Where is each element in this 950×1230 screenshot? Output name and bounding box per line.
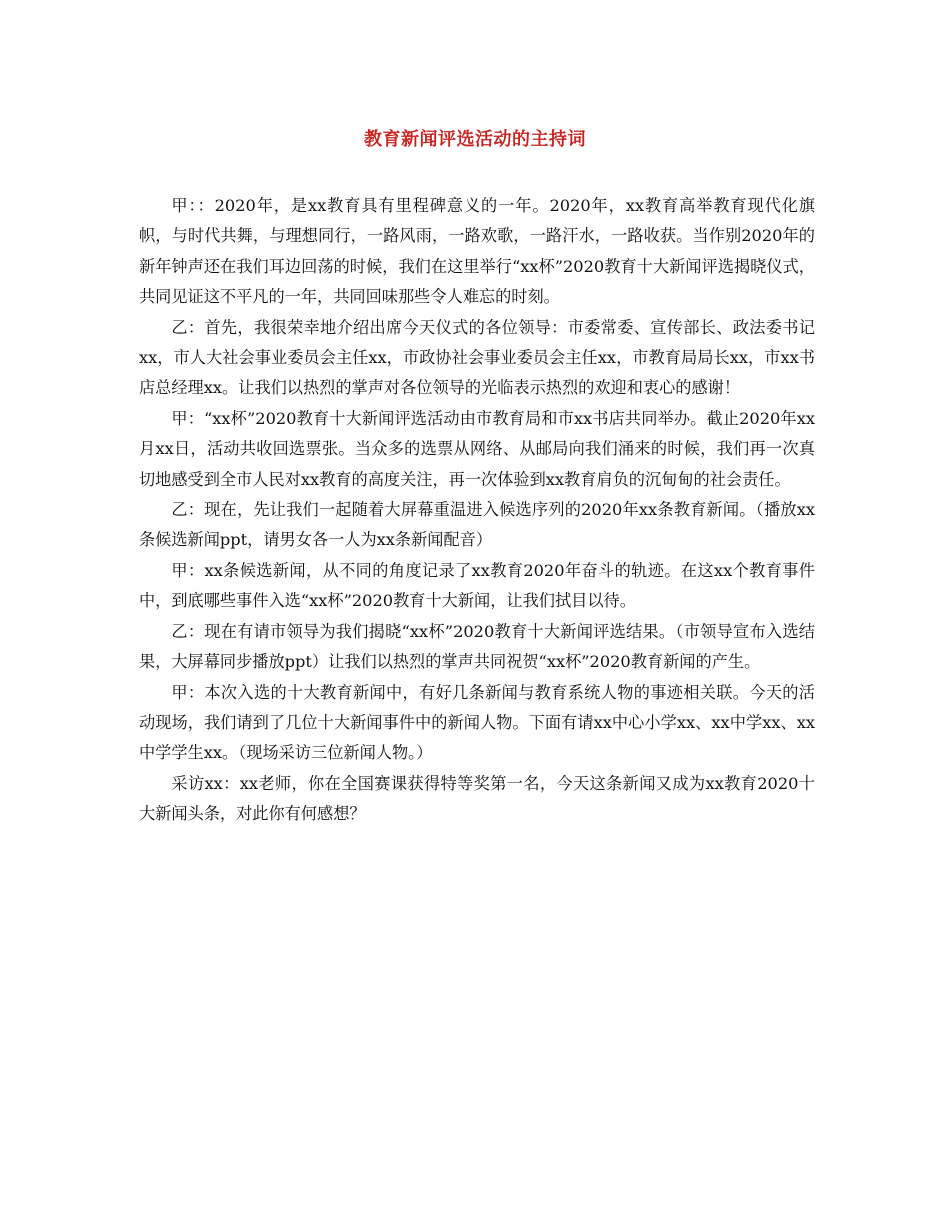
paragraph-8: 采访xx：xx老师，你在全国赛课获得特等奖第一名，今天这条新闻又成为xx教育2020十大新闻头条，对此你有何感想？ [139, 773, 815, 824]
paragraph-1: 甲：：2020年，是xx教育具有里程碑意义的一年。2020年，xx教育高举教育现代化旗帜，与时代共舞，与理想同行，一路风雨，一路欢歌，一路汗水，一路收获。当作别2020年的新年钟声还在我们耳边回荡的时候，我们在这里举行“xx杯”2020教育十大新闻评选揭晓仪式，共同见证这不平凡的一年，共同回味那些令人难忘的时刻。 [139, 196, 815, 307]
paragraph-4: 乙：现在，先让我们一起随着大屏幕重温进入候选序列的2020年xx条教育新闻。（播放xx条候选新闻ppt，请男女各一人为xx条新闻配音） [139, 500, 815, 550]
paragraph-7: 甲：本次入选的十大教育新闻中，有好几条新闻与教育系统人物的事迹相关联。今天的活动现场，我们请到了几位十大新闻事件中的新闻人物。下面有请xx中心小学xx、xx中学xx、xx中学学生xx。（现场采访三位新闻人物。） [139, 682, 815, 763]
document-title: 教育新闻评选活动的主持词 [364, 129, 586, 150]
paragraph-6: 乙：现在有请市领导为我们揭晓“xx杯”2020教育十大新闻评选结果。（市领导宣布入选结果，大屏幕同步播放ppt）让我们以热烈的掌声共同祝贺“xx杯”2020教育新闻的产生。 [139, 621, 815, 672]
paragraph-5: 甲：xx条候选新闻，从不同的角度记录了xx教育2020年奋斗的轨迹。在这xx个教育事件中，到底哪些事件入选“xx杯”2020教育十大新闻，让我们拭目以待。 [139, 560, 815, 611]
paragraph-3: 甲：“xx杯”2020教育十大新闻评选活动由市教育局和市xx书店共同举办。截止2020年xx月xx日，活动共收回选票张。当众多的选票从网络、从邮局向我们涌来的时候，我们再一次真切地感受到全市人民对xx教育的高度关注，再一次体验到xx教育肩负的沉甸甸的社会责任。 [139, 408, 815, 489]
paragraph-2: 乙：首先，我很荣幸地介绍出席今天仪式的各位领导：市委常委、宣传部长、政法委书记xx，市人大社会事业委员会主任xx，市政协社会事业委员会主任xx，市教育局局长xx，市xx书店总经理xx。让我们以热烈的掌声对各位领导的光临表示热烈的欢迎和衷心的感谢！ [139, 317, 815, 398]
document-body [139, 191, 815, 830]
